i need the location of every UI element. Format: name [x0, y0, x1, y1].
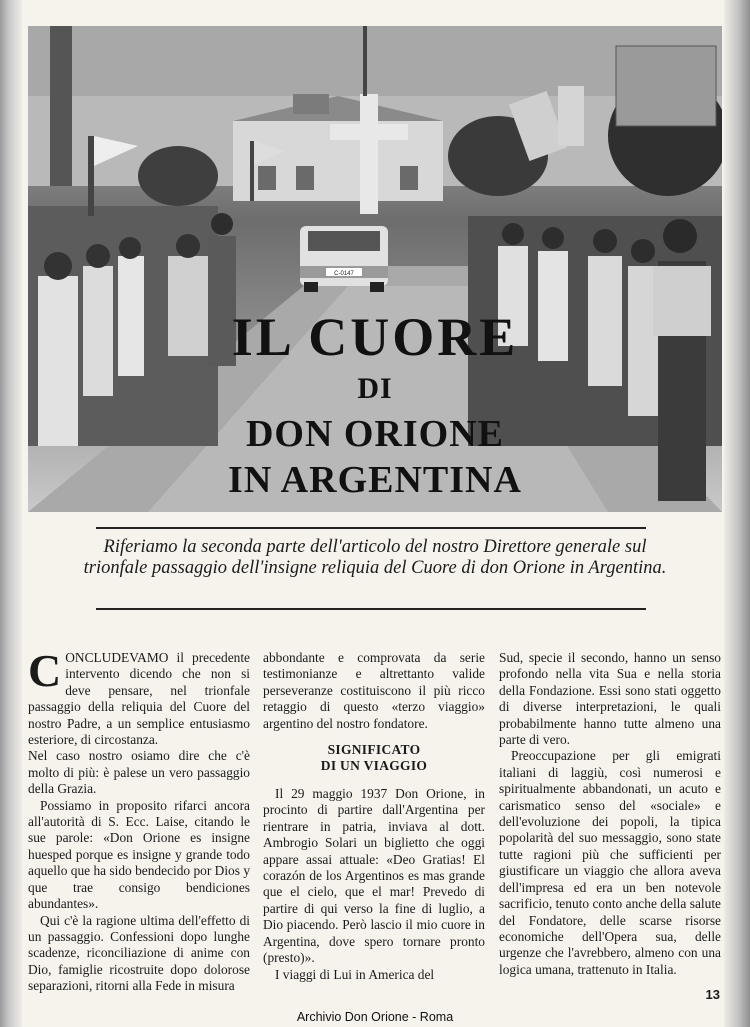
article-column-1 — [28, 645, 251, 995]
section-title-line1: SIGNIFICATO — [327, 742, 421, 758]
drop-cap: C — [28, 645, 62, 696]
divider-top — [96, 527, 646, 529]
section-title-line2: DI UN VIAGGIO — [320, 758, 428, 774]
paragraph: abbondante e comprovata da serie testimonianze e altrettanto valide perseveranze costituiscono il più ricco retaggio di questo «terzo viaggio» argentino del nostro fondatore. — [263, 650, 485, 731]
article-column-3 — [499, 650, 721, 978]
section-title — [263, 742, 485, 774]
paragraph: Nel caso nostro osiamo dire che c'è molto di più: è palese un vero passaggio della Grazia. — [28, 748, 250, 797]
paragraph-text: ONCLUDEVAMO il precedente intervento dicendo che non si deve pensare, nel trionfale passaggio della reliquia del Cuore del nostro Padre, a un semplice entusiasmo esteriore, di circostanza. — [28, 650, 250, 748]
archive-footer: Archivio Don Orione - Roma — [296, 1010, 454, 1024]
paragraph: Qui c'è la ragione ultima dell'effetto di un passaggio. Confessioni dopo lunghe scadenze, riconciliazione di anime con Dio, famiglie ricostruite dopo dolorose separazioni, ritorni alla Fede in misura — [28, 912, 250, 994]
paragraph: I viaggi di Lui in America del — [275, 966, 435, 982]
intro-standfirst: Riferiamo la seconda parte dell'articolo del nostro Direttore generale sul trionfale passaggio dell'insigne reliquia del Cuore di don Orione in Argentina. — [83, 537, 667, 578]
article-column-2 — [263, 650, 485, 983]
headline-line1: IL CUORE — [231, 307, 519, 367]
headline-line4: IN ARGENTINA — [228, 459, 522, 501]
paragraph: Possiamo in proposito rifarci ancora all'autorità di S. Ecc. Laise, citando le sue parole: «Don Orione es insigne huesped porque es insigne y grande todo aquello que ha sido bendecido por Dios y que trae consigo bendiciones abundantes». — [28, 797, 251, 912]
paragraph: Preoccupazione per gli emigrati italiani di laggiù, così numerosi e spiritualmente abbandonati, un acuto e carismatico senso del «sociale» e dell'evoluzione dei popoli, la tipica popolarità del suo messaggio, sono state tutte ragioni più che sufficienti per giustificare un viaggio che allora aveva dell'impresa ed era un ben notevole sacrificio, tenuto conto anche della salute del Fondatore, delle scarse risorse economiche dell'Opera sua, delle urgenze che l'avrebbero, almeno con una logica umana, trattenuto in Italia. — [499, 748, 721, 977]
car-plate-text: C-0147 — [334, 271, 354, 277]
headline-line2: DI — [357, 372, 393, 405]
page-number: 13 — [705, 987, 720, 1002]
paragraph: Il 29 maggio 1937 Don Orione, in procinto di partire dall'Argentina per rientrare in patria, inviava al dott. Ambrogio Solari un biglietto che oggi appare assai attuale: «Deo Gratias! El corazón de los Argentinos es mas grande que el cielo, que el mar! Prevedo di partire di qui verso la fine di luglio, a Dio piacendo. Però lascio il mio cuore in Argentina, dove spero tornare pronto (presto)». — [263, 786, 485, 966]
paragraph: Sud, specie il secondo, hanno un senso profondo nella vita Sua e nella storia della Fondazione. Essi sono stati oggetto di diverse interpretazioni, le quali probabilmente hanno tutte almeno una parte di vero. — [499, 650, 721, 748]
page-edge-left — [0, 0, 22, 1027]
page-edge-right — [724, 0, 750, 1027]
paragraph — [28, 645, 250, 748]
divider-bottom — [96, 608, 646, 610]
headline-line3: DON ORIONE — [245, 413, 505, 455]
